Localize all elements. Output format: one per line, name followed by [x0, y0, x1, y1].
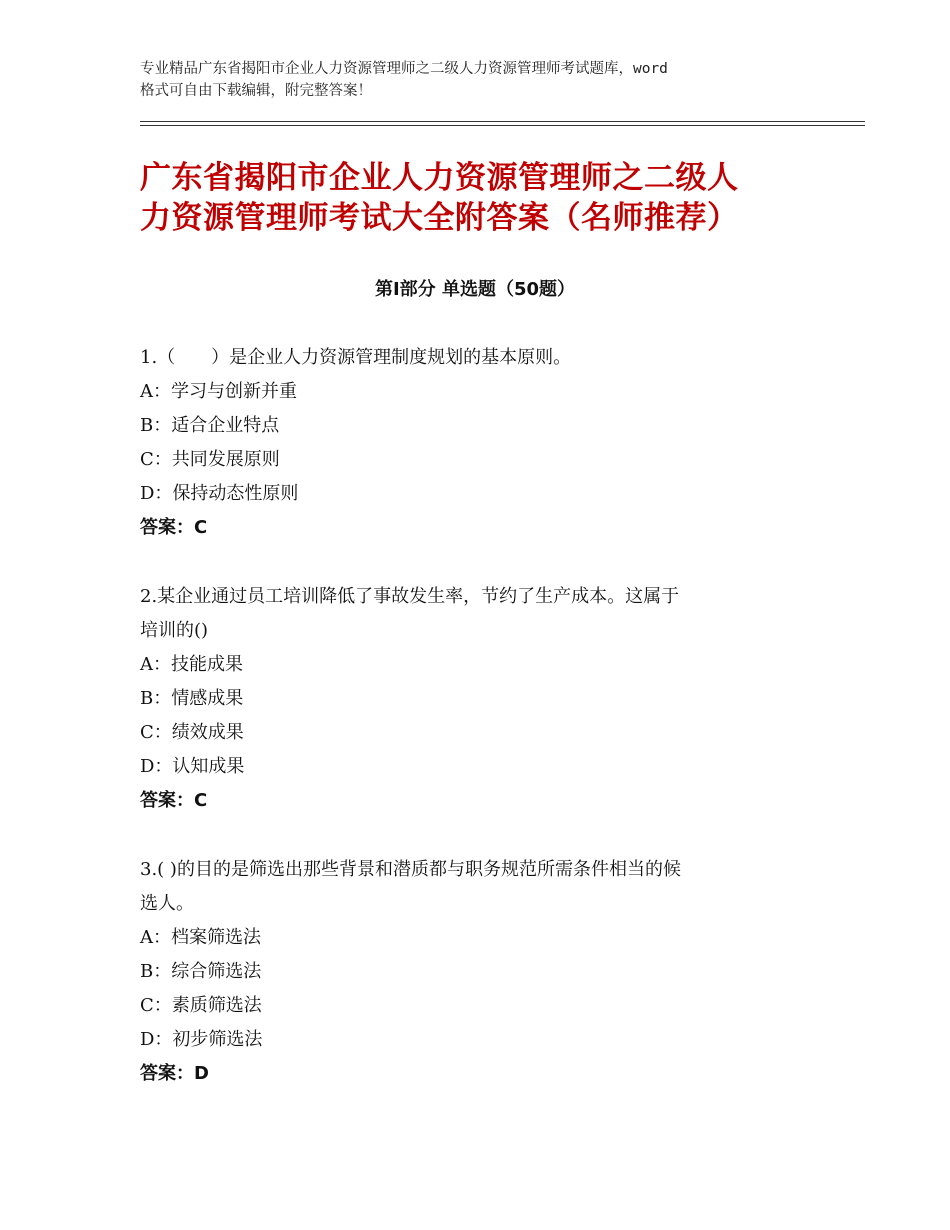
header-divider-bottom [140, 125, 865, 126]
option-d: D：初步筛选法 [140, 1029, 263, 1050]
question-1 [140, 341, 820, 545]
document-title [140, 158, 820, 238]
question-stem: 1.（ ）是企业人力资源管理制度规划的基本原则。 [140, 347, 572, 368]
option-a: A：技能成果 [140, 654, 243, 675]
question-2 [140, 580, 820, 818]
answer: 答案：C [140, 517, 208, 538]
answer: 答案：C [140, 790, 208, 811]
option-c: C：共同发展原则 [140, 449, 280, 470]
question-stem-line-2: 培训的() [140, 620, 209, 641]
option-b: B：适合企业特点 [140, 415, 280, 436]
option-b: B：综合筛选法 [140, 961, 262, 982]
header-note [140, 58, 840, 102]
question-stem-line-1: 2.某企业通过员工培训降低了事故发生率，节约了生产成本。这属于 [140, 586, 680, 607]
question-3 [140, 853, 820, 1091]
option-c: C：绩效成果 [140, 722, 244, 743]
header-note-line-1: 专业精品广东省揭阳市企业人力资源管理师之二级人力资源管理师考试题库，word [140, 61, 668, 77]
option-d: D：保持动态性原则 [140, 483, 299, 504]
question-stem-line-1: 3.( )的目的是筛选出那些背景和潜质都与职务规范所需条件相当的候 [140, 859, 681, 880]
header-note-line-2: 格式可自由下载编辑，附完整答案！ [140, 83, 372, 99]
header-divider-top [140, 121, 865, 122]
document-title-line-2: 力资源管理师考试大全附答案（名师推荐） [140, 200, 739, 236]
option-c: C：素质筛选法 [140, 995, 262, 1016]
answer: 答案：D [140, 1063, 209, 1084]
option-a: A：档案筛选法 [140, 927, 261, 948]
option-a: A：学习与创新并重 [140, 381, 297, 402]
document-title-line-1: 广东省揭阳市企业人力资源管理师之二级人 [140, 160, 739, 196]
option-d: D：认知成果 [140, 756, 245, 777]
section-heading: 第Ⅰ部分 单选题（50题） [374, 279, 575, 300]
question-stem-line-2: 选人。 [140, 893, 194, 914]
option-b: B：情感成果 [140, 688, 244, 709]
